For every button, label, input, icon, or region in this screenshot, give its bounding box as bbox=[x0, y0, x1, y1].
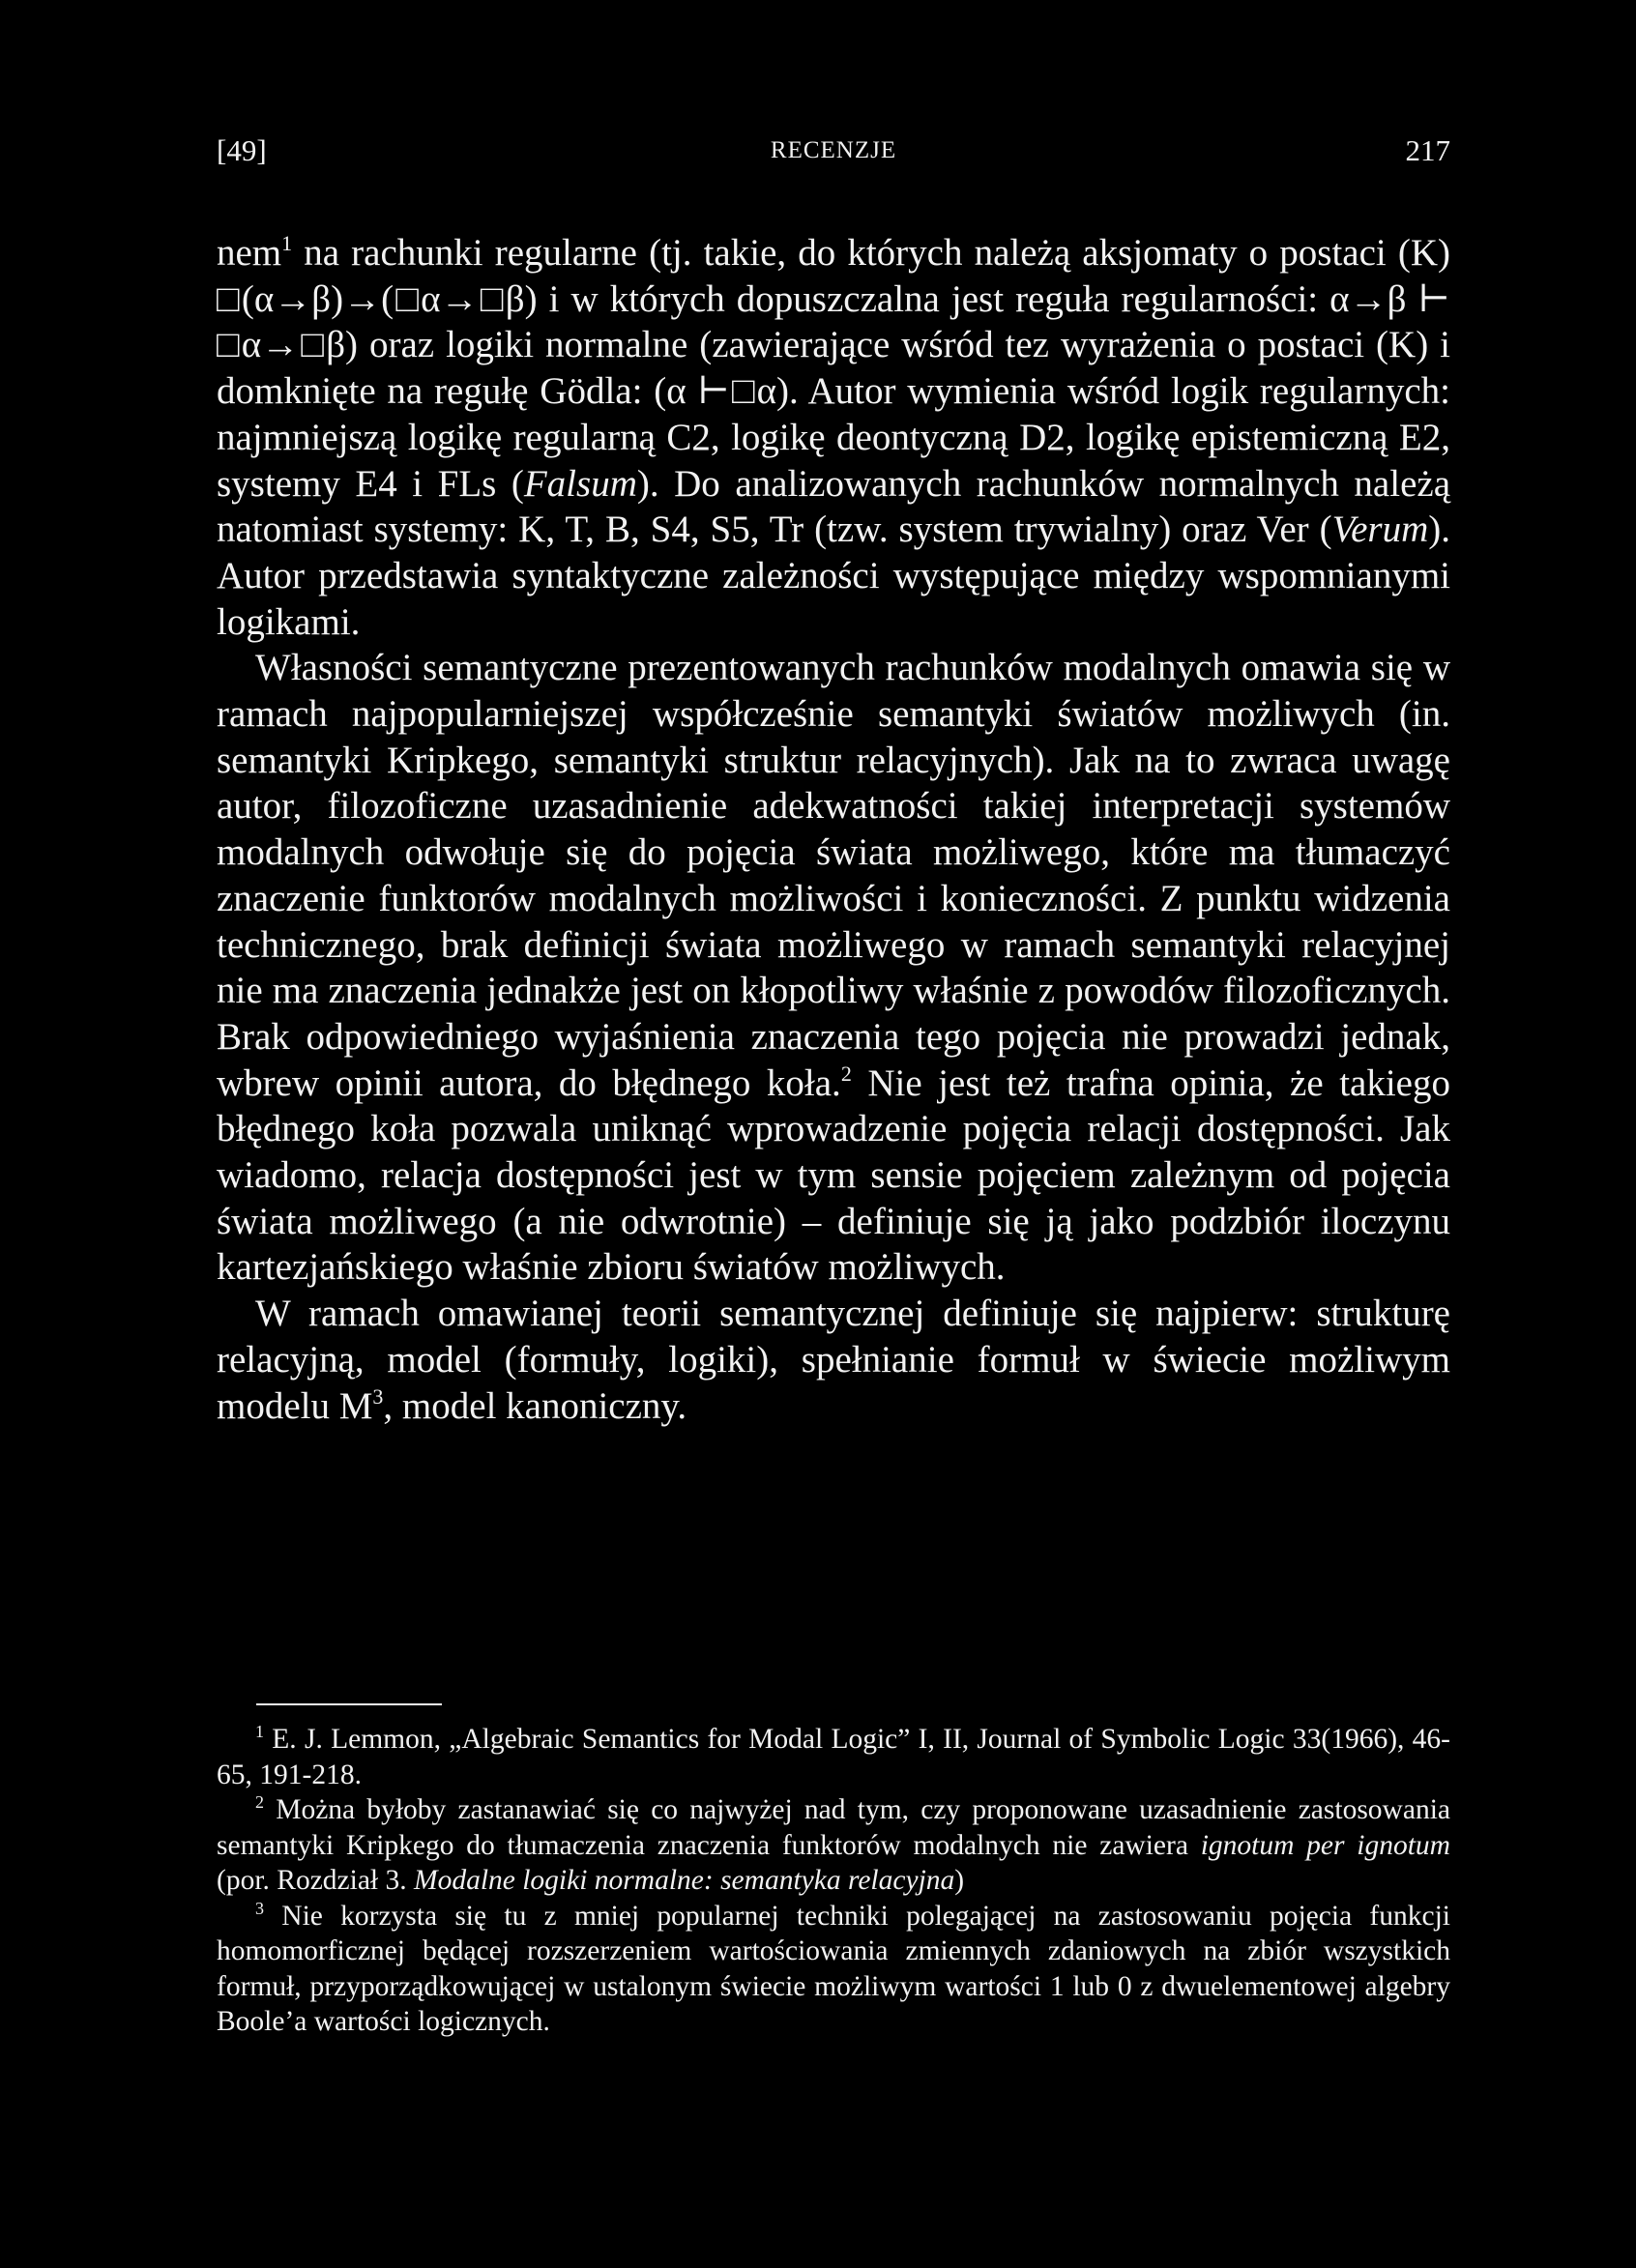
footnotes bbox=[217, 1722, 1450, 2040]
footnote-1: $^1$ E. J. Lemmon, „Algebraic Semantics for Modal Logic” I, II, Journal of Symbolic Logic 33(1966), 46-65, 191-218. bbox=[217, 1722, 1450, 1790]
page-number: 217 bbox=[1405, 133, 1450, 167]
paragraph-3: W ramach omawianej teorii semantycznej definiuje się najpierw: strukturę relacyjną, model (formuły, logiki), spełnianie formuł w świecie możliwym modelu $M^3$, model kanoniczny. bbox=[217, 1293, 1450, 1427]
footnote-separator bbox=[256, 1703, 442, 1705]
running-header bbox=[217, 131, 1450, 170]
footnote-3: $^3$ Nie korzysta się tu z mniej popularnej techniki polegającej na zastosowaniu pojęcia funkcji homomorficznej będącej rozszerzeniem wartościowania zmiennych zdaniowych na zbiór wszystkich formuł, przyporządkowującej w ustalonym świecie możliwym wartości 1 lub 0 z dwuelementowej algebry Boole’a wartości logicznych. bbox=[217, 1898, 1450, 2037]
section-title: RECENZJE bbox=[770, 137, 897, 163]
footnote-ref-3[interactable]: 3 bbox=[372, 1383, 384, 1409]
footnote-2: $^2$ Można byłoby zastanawiać się co najwyżej nad tym, czy proponowane uzasadnienie zastosowania semantyki Kripkego do tłumaczenia znaczenia funktorów modalnych nie zawiera ignotum per ignotum (por. Rozdział 3. Modalne logiki normalne: semantyka relacyjna) bbox=[217, 1792, 1450, 1896]
paragraph-2: Własności semantyczne prezentowanych rachunków modalnych omawia się w ramach najpopularniejszej współcześnie semantyki światów możliwych (in. semantyki Kripkego, semantyki struktur relacyjnych). Jak na to zwraca uwagę autor, filozoficzne uzasadnienie adekwatności takiej interpretacji systemów modalnych odwołuje się do pojęcia świata możliwego, które ma tłumaczyć znaczenie funktorów modalnych możliwości i konieczności. Z punktu widzenia technicznego, brak definicji świata możliwego w ramach semantyki relacyjnej nie ma znaczenia jednakże jest on kłopotliwy właśnie z powodów filozoficznych. Brak odpowiedniego wyjaśnienia znaczenia tego pojęcia nie prowadzi jednak, wbrew opinii autora, do błędnego koła.$^2$ Nie jest też trafna opinia, że takiego błędnego koła pozwala uniknąć wprowadzenie pojęcia relacji dostępności. Jak wiadomo, relacja dostępności jest w tym sensie pojęciem zależnym od pojęcia świata możliwego (a nie odwrotnie) – definiuje się ją jako podzbiór iloczynu kartezjańskiego właśnie zbioru światów możliwych. bbox=[217, 647, 1450, 1289]
paragraph-1: nem$^1$ na rachunki regularne (tj. takie, do których należą aksjomaty o postaci (K) □(α→β)→(□α→□β) i w których dopuszczalna jest reguła regularności: α→β ⊢ □α→□β) oraz logiki normalne (zawierające wśród tez wyrażenia o postaci (K) i domknięte na regułę Gödla: (α ⊢□α). Autor wymienia wśród logik regularnych: najmniejszą logikę regularną C2, logikę deontyczną D2, logikę epistemiczną E2, systemy E4 i FLs (Falsum). Do analizowanych rachunków normalnych należą natomiast systemy: K, T, B, S4, S5, Tr (tzw. system trywialny) oraz Ver (Verum). Autor przedstawia syntaktyczne zależności występujące między wspomnianymi logikami. bbox=[217, 231, 1450, 643]
footnote-ref-1[interactable]: 1 bbox=[281, 231, 293, 255]
page-reference: [49] bbox=[217, 133, 267, 167]
main-text bbox=[217, 230, 1450, 1429]
footnote-ref-2[interactable]: 2 bbox=[840, 1061, 852, 1086]
page bbox=[217, 0, 1450, 2268]
